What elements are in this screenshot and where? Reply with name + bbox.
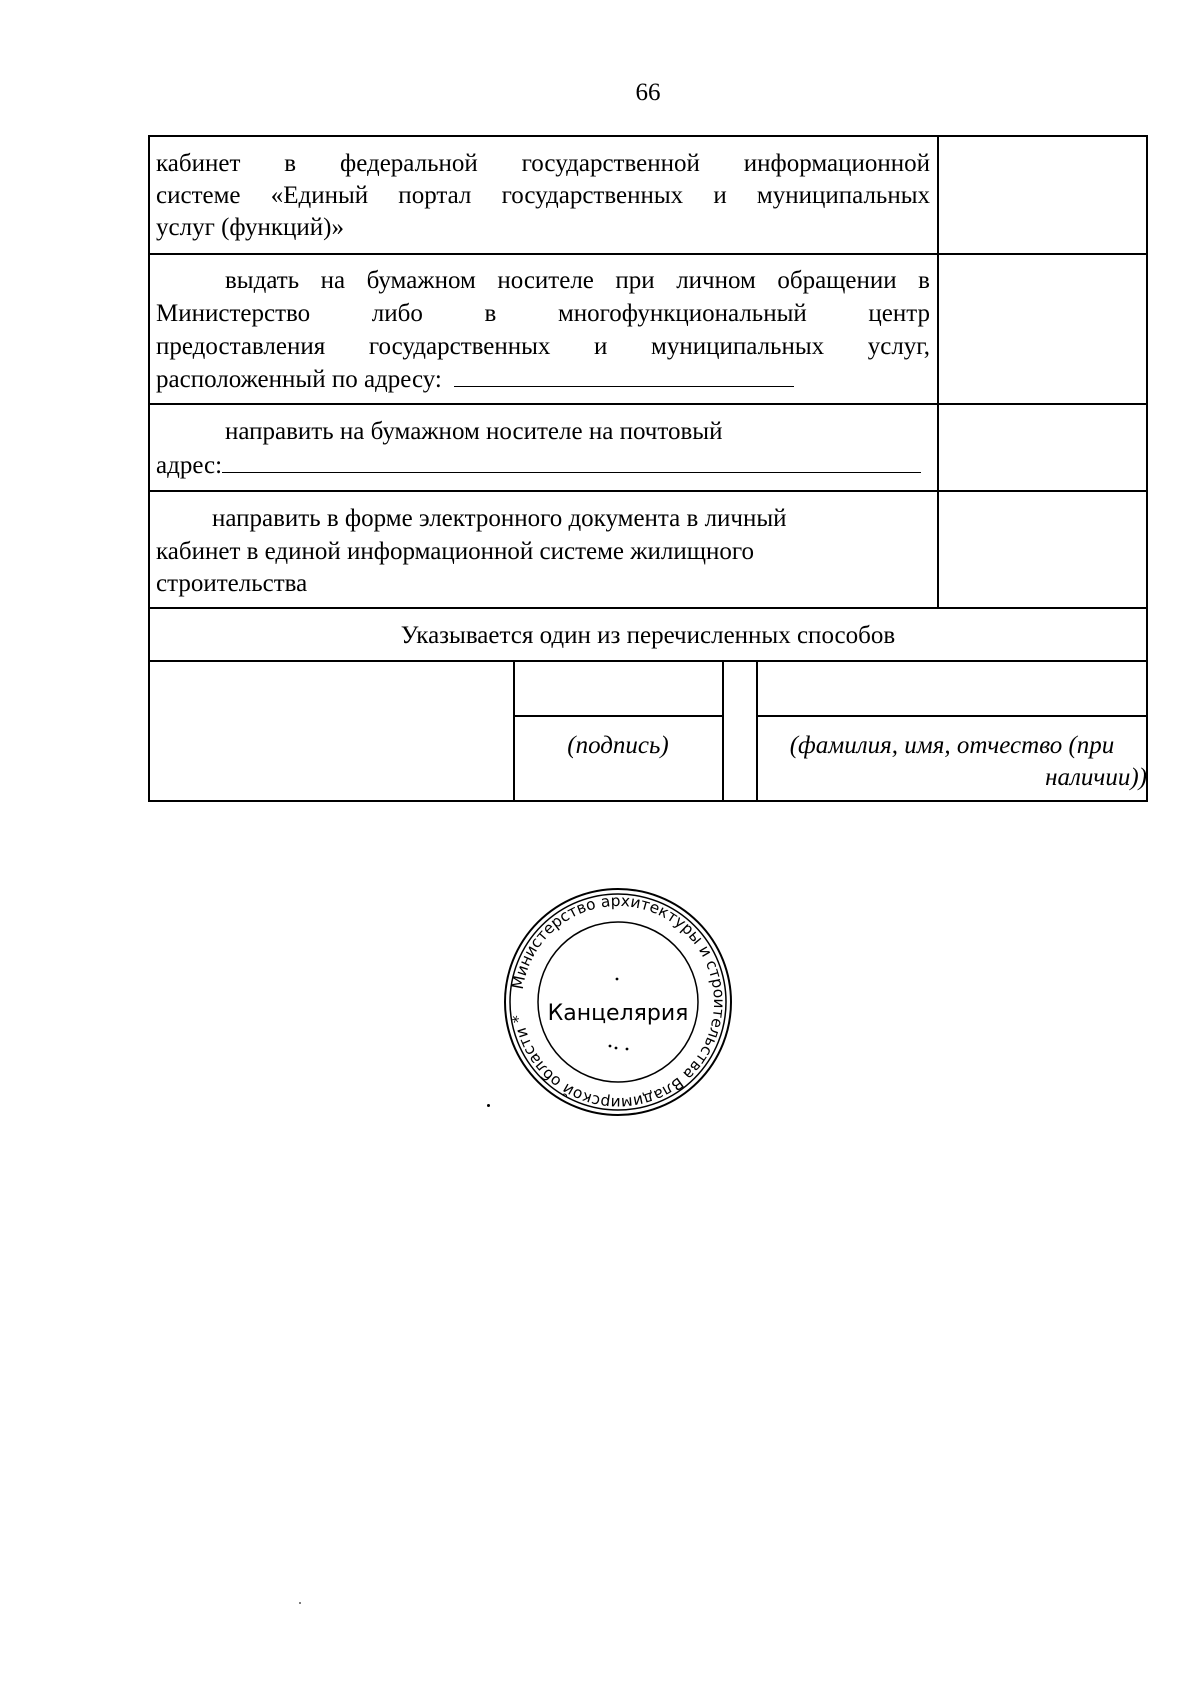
row2-line4: [156, 364, 930, 396]
name-underline-cell-divider: [756, 715, 1147, 717]
row4-line2: кабинет в единой информационной системе жилищного: [156, 538, 755, 565]
row2-line2: Министерство либо в многофункциональный центр: [156, 300, 930, 327]
stamp-graphic: [498, 882, 738, 1122]
table-border-bottom: [148, 800, 1148, 802]
stray-dot-2: [299, 1602, 301, 1604]
row3-line2: [156, 450, 930, 482]
stamp-ring-text: Министерство архитектуры и строительства Владимирской области *: [508, 891, 729, 1113]
table-border-top: [148, 135, 1148, 137]
row2-line1: выдать на бумажном носителе при личном обращении в: [225, 267, 930, 294]
page-number: 66: [635, 79, 661, 106]
signature-caption: (подпись): [567, 732, 669, 759]
name-caption-line2: наличии)): [1045, 764, 1147, 791]
row-divider-1: [148, 253, 1148, 255]
postal-address-blank-line: [222, 450, 921, 473]
table-border-right: [1146, 135, 1148, 801]
row1-line3: услуг (функций)»: [156, 214, 344, 241]
selection-note: Указывается один из перечисленных способов: [400, 622, 896, 649]
table-inner-column-divider: [937, 135, 939, 608]
table-border-left: [148, 135, 150, 801]
stamp-dot-3: [626, 1048, 629, 1051]
row2-line3: предоставления государственных и муниципальных услуг,: [156, 333, 930, 360]
row1-line2: системе «Единый портал государственных и муниципальных: [156, 182, 930, 209]
signature-col-divider-2: [722, 660, 724, 801]
stamp-dot-4: [616, 978, 619, 981]
address-blank-line: [454, 364, 794, 387]
row-divider-4: [148, 607, 1148, 609]
row2-address-label: расположенный по адресу:: [156, 366, 442, 393]
row-divider-2: [148, 403, 1148, 405]
stamp-dot-2: [615, 1047, 618, 1050]
row3-line1: направить на бумажном носителе на почтовый: [225, 418, 723, 445]
row-divider-5: [148, 660, 1148, 662]
office-stamp: [498, 882, 738, 1122]
name-caption-line1: (фамилия, имя, отчество (при: [789, 732, 1115, 759]
row1-line1: кабинет в федеральной государственной информационной: [156, 150, 930, 177]
row3-address-label: адрес:: [156, 452, 223, 479]
stamp-dot-1: [609, 1045, 612, 1048]
stray-dot-1: [487, 1104, 490, 1107]
signature-underline-cell-divider: [513, 715, 723, 717]
row-divider-3: [148, 490, 1148, 492]
row4-line3: строительства: [156, 570, 308, 597]
row4-line1: направить в форме электронного документа в личный: [212, 505, 787, 532]
stamp-center-text: Канцелярия: [547, 1001, 689, 1026]
